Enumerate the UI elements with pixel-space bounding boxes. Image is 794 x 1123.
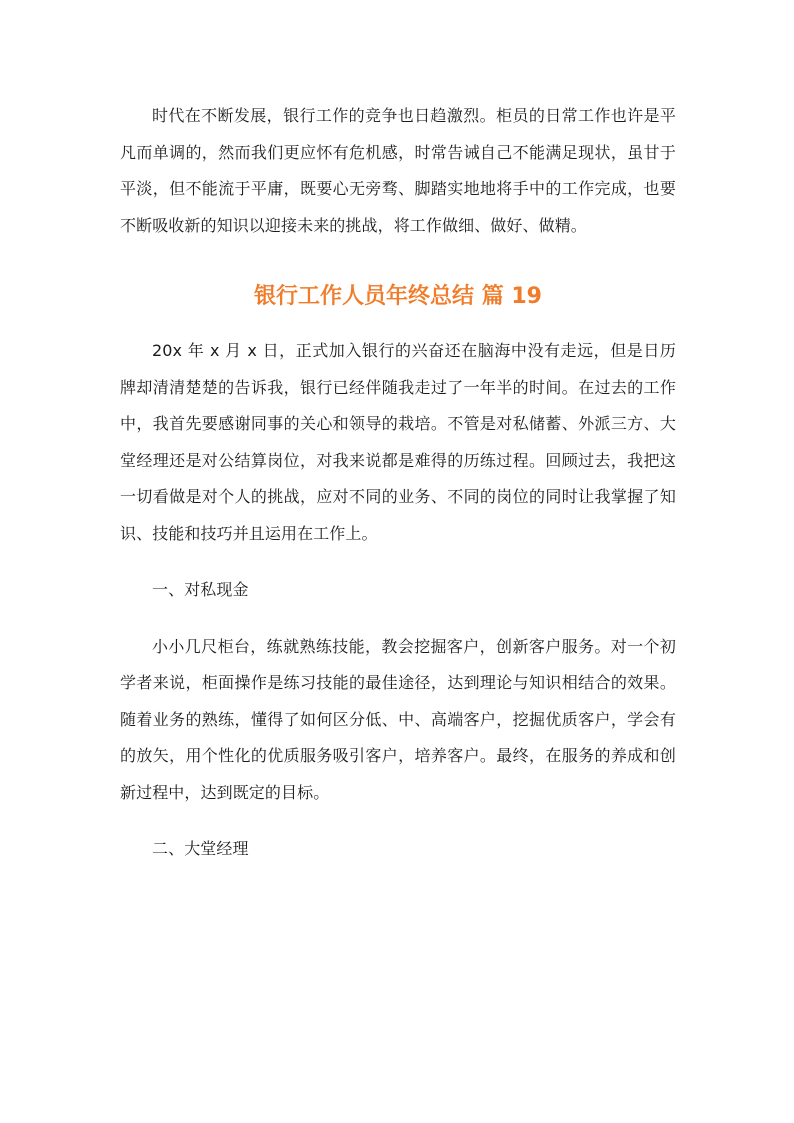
subsection-title-private-cash: 一、对私现金 xyxy=(152,580,249,599)
spacer xyxy=(120,811,676,831)
document-page xyxy=(120,98,676,868)
spacer xyxy=(120,244,676,282)
spacer xyxy=(120,552,676,572)
paragraph-intro: 时代在不断发展，银行工作的竞争也日趋激烈。柜员的日常工作也许是平凡而单调的，然而我们更应怀有危机感，时常告诫自己不能满足现状，虽甘于平淡，但不能流于平庸，既要心无旁骛、脚踏实地地将手中的工作完成，也要不断吸收新的知识以迎接未来的挑战，将工作做细、做好、做精。 xyxy=(120,106,676,235)
subsection-title-lobby-manager: 二、大堂经理 xyxy=(152,839,249,858)
spacer xyxy=(120,312,676,333)
paragraph-counter-work: 小小几尺柜台，练就熟练技能，教会挖掘客户，创新客户服务。对一个初学者来说，柜面操作是练习技能的最佳途径，达到理论与知识相结合的效果。随着业务的熟练，懂得了如何区分低、中、高端客户，挖掘优质客户，学会有的放矢，用个性化的优质服务吸引客户，培养客户。最终，在服务的养成和创新过程中，达到既定的目标。 xyxy=(120,636,676,802)
spacer xyxy=(120,609,676,629)
paragraph-joining: 20x 年 x 月 x 日，正式加入银行的兴奋还在脑海中没有走远，但是日历牌却清清楚楚的告诉我，银行已经伴随我走过了一年半的时间。在过去的工作中，我首先要感谢同事的关心和领导的栽培。不管是对私储蓄、外派三方、大堂经理还是对公结算岗位，对我来说都是难得的历练过程。回顾过去，我把这一切看做是对个人的挑战，应对不同的业务、不同的岗位的同时让我掌握了知识、技能和技巧并且运用在工作上。 xyxy=(120,341,676,543)
section-heading: 银行工作人员年终总结 篇 19 xyxy=(254,284,542,309)
